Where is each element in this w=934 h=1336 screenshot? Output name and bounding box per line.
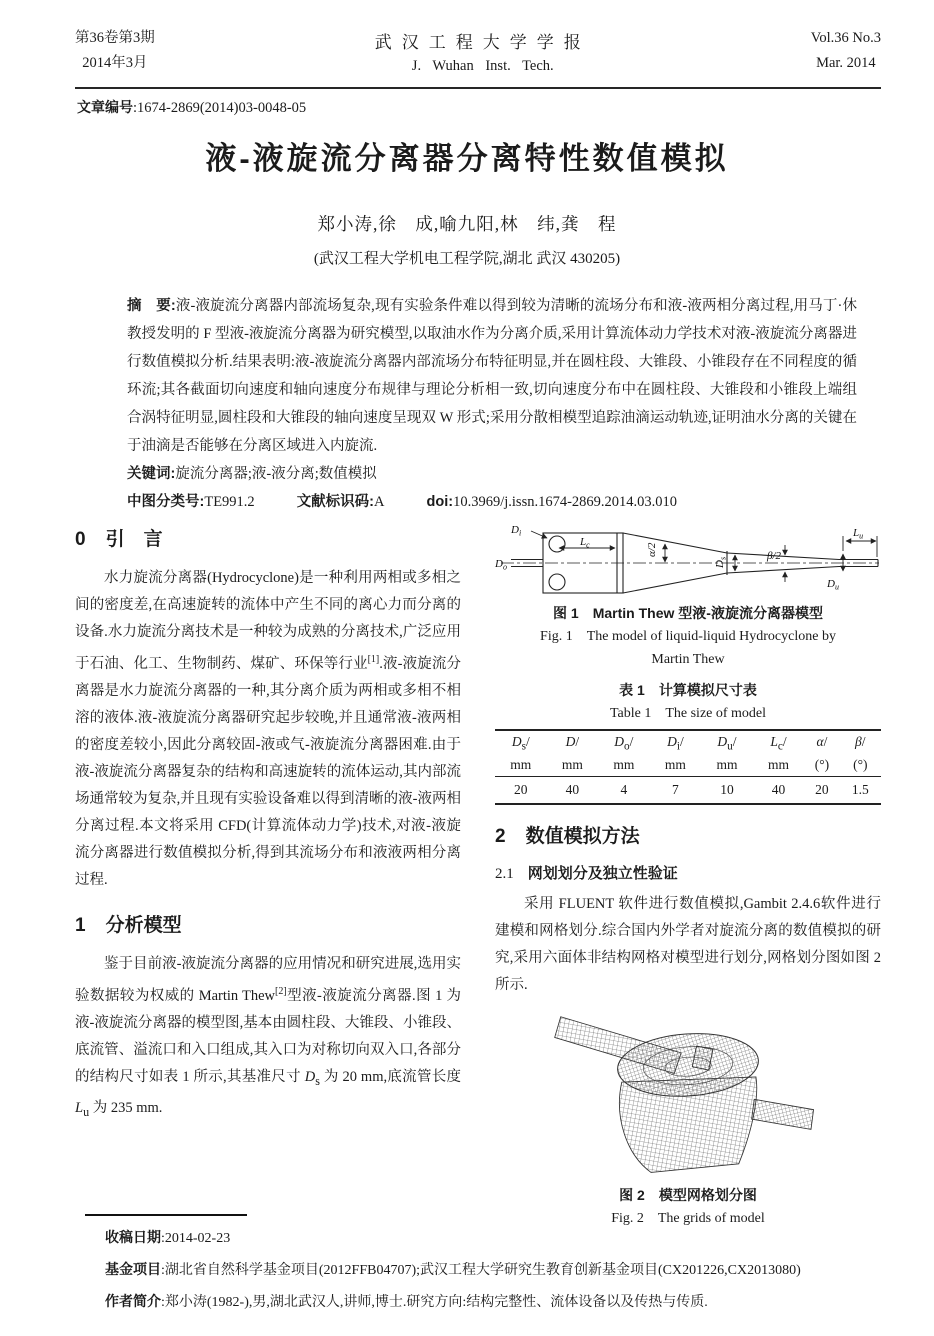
section-heading-model: 1 分析模型 bbox=[75, 914, 182, 936]
paper-title: 液-液旋流分离器分离特性数值模拟 bbox=[205, 141, 729, 176]
figure1-hydrocyclone-diagram bbox=[495, 520, 881, 598]
abstract-paragraph bbox=[127, 292, 857, 460]
article-id-label: 文章编号 bbox=[77, 99, 133, 115]
label-alpha: α/2 bbox=[646, 542, 658, 557]
label-Di: $D_i$ bbox=[511, 524, 522, 538]
label-Lu: $L_u$ bbox=[853, 527, 864, 541]
volume-info-en bbox=[811, 26, 881, 76]
table1-caption-cn: 表 1 计算模拟尺寸表 bbox=[619, 682, 757, 698]
volume-number-en: Vol.36 No.3 bbox=[810, 30, 881, 46]
author-bio-line: 作者简介:郑小涛(1982-),男,湖北武汉人,讲师,博士.研究方向:结构完整性、流体设备以及传热与传质. bbox=[105, 1293, 708, 1310]
authors-line: 郑小涛,徐 成,喻九阳,林 纬,龚 程 bbox=[317, 214, 617, 234]
keywords-label: 关键词: bbox=[127, 466, 176, 482]
article-id-value: :1674-2869(2014)03-0048-05 bbox=[133, 100, 307, 116]
issue-volume-cn: 第36卷第3期 bbox=[75, 30, 155, 46]
two-column-body bbox=[75, 520, 881, 1226]
doc-code-label: 文献标识码: bbox=[296, 494, 375, 510]
th-beta: β/ (°) bbox=[853, 734, 868, 772]
methods-paragraph: 采用 FLUENT 软件进行数值模拟,Gambit 2.4.6软件进行建模和网格划分.综合国内外学者对旋流分离的数值模拟的研究,采用六面体非结构网格对模型进行划分,网格划分图如图 2 所示. bbox=[495, 895, 881, 993]
td-Do: 4 bbox=[620, 781, 628, 797]
td-Ds: 20 bbox=[514, 781, 528, 797]
doi-value: 10.3969/j.issn.1674-2869.2014.03.010 bbox=[453, 494, 678, 510]
th-Ds: $D_s/$ mm bbox=[510, 734, 532, 772]
section-heading-intro: 0 引 言 bbox=[75, 529, 163, 550]
figure2-mesh-image bbox=[533, 1003, 843, 1175]
issue-date-cn: 2014年3月 bbox=[82, 55, 148, 71]
fund-line: 基金项目:湖北省自然科学基金项目(2012FFB04707);武汉工程大学研究生教育创新基金项目(CX201226,CX2013080) bbox=[105, 1261, 801, 1278]
article-id-line bbox=[77, 97, 306, 117]
keywords-text: 旋流分离器;液-液分离;数值模拟 bbox=[175, 466, 377, 482]
right-column bbox=[495, 520, 881, 1226]
footnote-divider bbox=[85, 1214, 247, 1216]
figure1-caption-en2: Martin Thew bbox=[651, 652, 725, 667]
keywords-line bbox=[127, 460, 857, 488]
table1-caption-en: Table 1 The size of model bbox=[609, 706, 767, 721]
label-Du: $D_u$ bbox=[827, 578, 839, 592]
td-D: 40 bbox=[565, 781, 580, 797]
section-heading-methods: 2 数值模拟方法 bbox=[495, 825, 640, 847]
td-Du: 10 bbox=[720, 781, 734, 797]
label-Ds: $D_s$ bbox=[714, 556, 728, 568]
th-Du: $D_u/$ mm bbox=[716, 734, 738, 772]
intro-paragraph: 水力旋流分离器(Hydrocyclone)是一种利用两相或多相之间的密度差,在高速旋转的流体中产生不同的离心力而分离的设备.水力旋流分离技术是一种较为成熟的分离技术,广泛应用于石油、化工、生物制药、煤矿、环保等行业[1].液-液旋流分离器是水力旋流分离器的一种,其分离介质为两相或多相不相溶的液体.液-液旋流分离器研究起步较晚,并且通常液-液两相的密度差较小,因此分离较固-液或气-液旋流分离器困难.由于液-液旋流分离器复杂的结构和高速旋转的流体运动,其内部流场通常较为复杂,并且现有实验设备难以得到清晰的液-液两相分离过程.本文将采用 CFD(计算流体动力学)技术,对液-液旋流分离器进行数值模拟分析,得到其流场分布和液液两相分离过程. bbox=[75, 570, 461, 888]
figure2-caption-cn: 图 2 模型网格划分图 bbox=[619, 1186, 757, 1203]
subsection-heading-mesh: 2.1 网划划分及独立性验证 bbox=[495, 864, 678, 882]
doi-label: doi: bbox=[426, 494, 454, 510]
label-Do: $D_o$ bbox=[495, 558, 507, 572]
left-column bbox=[75, 520, 461, 1212]
table1-data-row bbox=[495, 776, 881, 804]
table1-header-row bbox=[495, 730, 881, 776]
meshed-cyclone-body bbox=[555, 1016, 814, 1172]
clc-label: 中图分类号: bbox=[127, 494, 205, 510]
td-beta: 1.5 bbox=[851, 781, 869, 797]
affiliation-line: (武汉工程大学机电工程学院,湖北 武汉 430205) bbox=[313, 251, 621, 267]
clc-value: TE991.2 bbox=[204, 494, 255, 510]
journal-name-block bbox=[375, 28, 591, 75]
th-D: D/ mm bbox=[561, 734, 583, 772]
td-Lc: 40 bbox=[771, 781, 786, 797]
journal-name-en: J. Wuhan Inst. Tech. bbox=[411, 57, 554, 74]
td-Di: 7 bbox=[672, 781, 679, 797]
abstract-block bbox=[127, 292, 857, 516]
classification-line bbox=[127, 488, 857, 516]
th-Do: $D_o/$ mm bbox=[613, 734, 635, 772]
figure1-caption-en: Fig. 1 The model of liquid-liquid Hydrocyclone by bbox=[540, 629, 836, 644]
abstract-text: 液-液旋流分离器内部流场复杂,现有实验条件难以得到较为清晰的流场分布和液-液两相分离过程,用马丁·休教授发明的 F 型液-液旋流分离器为研究模型,以取油水作为分离介质,采用计算流体动力学技术对液-液旋流分离器进行数值模拟分析.结果表明:液-液旋流分离器内部流场分布特征明显,并在圆柱段、大锥段、小锥段存在不同程度的循环流;其各截面切向速度和轴向速度分布规律与理论分析相一致,切向速度分布中在圆柱段、大锥段和小锥段上端组合涡特征明显,圆柱段和大锥段的轴向速度呈现双 W 形式;采用分散相模型追踪油滴运动轨迹,证明油水分离的关键在于油滴是否能够在分离区域进入内旋流. bbox=[127, 298, 857, 454]
figure2-caption-en: Fig. 2 The grids of model bbox=[611, 1210, 765, 1226]
figure2-wrap bbox=[495, 999, 881, 1180]
figure1-caption-cn: 图 1 Martin Thew 型液-液旋流分离器模型 bbox=[553, 605, 823, 621]
citation-ref-1: [1] bbox=[367, 654, 380, 665]
hydrocyclone-outline bbox=[501, 533, 879, 593]
th-Lc: $L_c/$ mm bbox=[768, 734, 790, 772]
th-Di: $D_i/$ mm bbox=[664, 734, 686, 772]
model-paragraph: 鉴于目前液-液旋流分离器的应用情况和研究进展,选用实验数据较为权威的 Martin Thew[2]型液-液旋流分离器.图 1 为液-液旋流分离器的模型图,基本由圆柱段、大锥段、小锥段、底流管、溢流口和入口组成,其入口为对称切向双入口,各部分的结构尺寸如表 1 所示,其基准尺寸 $D_s$ 为 20 mm,底流管长度 $L_u$ 为 235 mm. bbox=[75, 955, 462, 1119]
footnote-block bbox=[105, 1222, 905, 1318]
doc-code-value: A bbox=[374, 494, 385, 510]
issue-info bbox=[75, 26, 155, 76]
citation-ref-2: [2] bbox=[275, 985, 287, 997]
table1-model-sizes bbox=[495, 729, 881, 805]
label-Lc: $L_c$ bbox=[580, 536, 590, 550]
td-alpha: 20 bbox=[815, 781, 829, 797]
journal-name-cn: 武汉工程大学学报 bbox=[374, 32, 591, 52]
header-divider bbox=[75, 87, 881, 89]
abstract-label: 摘 要: bbox=[127, 298, 176, 314]
label-beta: β/2 bbox=[767, 550, 782, 562]
received-date-line: 收稿日期:2014-02-23 bbox=[105, 1229, 231, 1246]
th-alpha: α/ (°) bbox=[814, 734, 830, 772]
issue-date-en: Mar. 2014 bbox=[816, 55, 876, 71]
journal-header bbox=[75, 26, 881, 76]
